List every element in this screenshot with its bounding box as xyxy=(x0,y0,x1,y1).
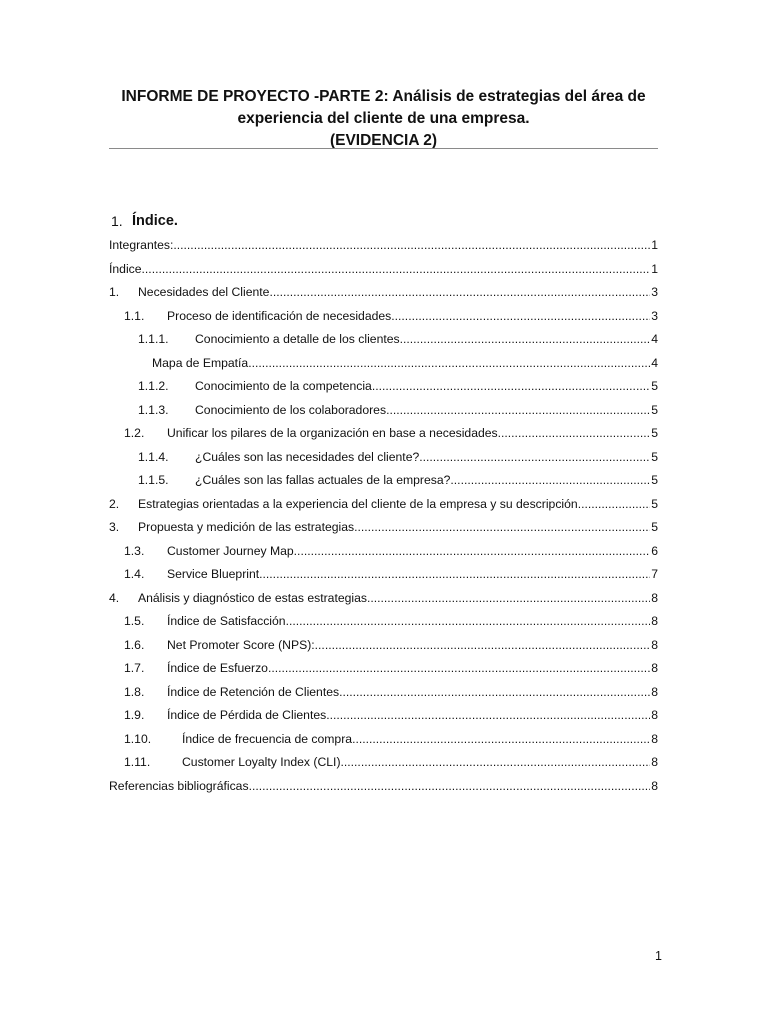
toc-entry-title: Mapa de Empatía xyxy=(152,355,249,370)
toc-dot-leader xyxy=(372,375,650,398)
toc-entry-page: 8 xyxy=(651,755,658,769)
toc-entry-title: Net Promoter Score (NPS): xyxy=(167,637,315,652)
toc-entry-title: Análisis y diagnóstico de estas estrategias xyxy=(138,590,367,605)
document-title xyxy=(109,86,658,152)
toc-dot-leader xyxy=(249,775,651,798)
toc-entry-page: 5 xyxy=(651,426,658,440)
toc-dot-leader xyxy=(269,281,650,304)
toc-dot-leader xyxy=(419,446,650,469)
toc-entry-number: 1.1.5. xyxy=(138,473,169,487)
toc-entry-title: Unificar los pilares de la organización en base a necesidades xyxy=(167,426,498,440)
toc-entry-page: 7 xyxy=(651,567,658,581)
toc-entry[interactable] xyxy=(109,234,658,257)
toc-entry-page: 5 xyxy=(651,520,658,534)
toc-entry[interactable] xyxy=(109,516,658,539)
toc-entry-page: 5 xyxy=(651,379,658,393)
toc-entry[interactable] xyxy=(109,587,658,610)
toc-entry-title: Customer Loyalty Index (CLI) xyxy=(182,755,341,769)
toc-entry-title: Customer Journey Map xyxy=(167,543,294,558)
toc-entry-page: 1 xyxy=(651,238,658,252)
toc-dot-leader xyxy=(498,422,651,445)
toc-entry-title: Necesidades del Cliente xyxy=(138,285,270,299)
toc-entry-page: 8 xyxy=(651,731,658,746)
toc-entry[interactable] xyxy=(109,281,658,304)
section-heading-text: Índice. xyxy=(132,213,178,229)
toc-entry-number: 1.3. xyxy=(124,543,145,558)
toc-entry[interactable] xyxy=(109,469,658,492)
toc-dot-leader xyxy=(173,234,650,257)
toc-entry-title: Integrantes: xyxy=(109,238,174,252)
toc-entry[interactable] xyxy=(109,657,658,680)
toc-entry-title: Estrategias orientadas a la experiencia del cliente de la empresa y su descripción xyxy=(138,496,578,511)
section-heading-number: 1. xyxy=(111,213,123,229)
toc-entry-title: Índice de frecuencia de compra xyxy=(182,731,353,746)
toc-entry-title: Índice de Satisfacción xyxy=(167,614,286,628)
toc-entry-page: 4 xyxy=(651,332,658,346)
toc-entry[interactable] xyxy=(109,258,658,281)
toc-entry-page: 3 xyxy=(651,285,658,299)
title-line-1: INFORME DE PROYECTO -PARTE 2: Análisis de estrategias del área de xyxy=(121,88,646,105)
toc-entry-number: 1.10. xyxy=(124,731,152,746)
toc-dot-leader xyxy=(450,469,650,492)
toc-dot-leader xyxy=(578,493,651,516)
toc-dot-leader xyxy=(248,352,650,375)
toc-entry-number: 1.1.1. xyxy=(138,332,169,346)
toc-entry-number: 1.1.3. xyxy=(138,402,169,417)
toc-entry-title: Referencias bibliográficas xyxy=(109,778,249,793)
toc-entry-number: 3. xyxy=(109,520,120,534)
toc-dot-leader xyxy=(315,634,651,657)
toc-entry-number: 1.8. xyxy=(124,684,145,699)
toc-entry-number: 1.1.2. xyxy=(138,379,169,393)
toc-entry-number: 1.6. xyxy=(124,637,145,652)
title-line-3: (EVIDENCIA 2) xyxy=(329,132,438,149)
toc-entry-title: Service Blueprint xyxy=(167,567,260,581)
toc-entry-number: 1.4. xyxy=(124,567,145,581)
toc-entry-title: ¿Cuáles son las fallas actuales de la empresa? xyxy=(195,473,451,487)
toc-entry-page: 8 xyxy=(651,708,658,722)
toc-entry[interactable] xyxy=(109,446,658,469)
toc-dot-leader xyxy=(400,328,651,351)
toc-entry-title: Índice xyxy=(109,261,142,276)
toc-entry[interactable] xyxy=(109,540,658,563)
toc-entry-page: 5 xyxy=(651,496,658,511)
toc-dot-leader xyxy=(352,728,650,751)
toc-entry-title: Índice de Pérdida de Clientes xyxy=(167,708,327,722)
toc-dot-leader xyxy=(341,751,651,774)
toc-dot-leader xyxy=(391,305,650,328)
toc-entry-page: 5 xyxy=(651,473,658,487)
toc-entry-number: 1. xyxy=(109,285,120,299)
toc-entry-page: 8 xyxy=(651,684,658,699)
toc-entry-title: ¿Cuáles son las necesidades del cliente? xyxy=(195,449,420,464)
toc-entry-page: 8 xyxy=(651,661,658,675)
toc-entry[interactable] xyxy=(109,399,658,422)
toc-dot-leader xyxy=(286,610,651,633)
toc-entry[interactable] xyxy=(109,305,658,328)
toc-entry[interactable] xyxy=(109,493,658,516)
toc-entry-page: 8 xyxy=(651,590,658,605)
toc-entry[interactable] xyxy=(109,728,658,751)
toc-dot-leader xyxy=(354,516,650,539)
toc-entry-number: 1.1.4. xyxy=(138,449,169,464)
toc-dot-leader xyxy=(294,540,651,563)
toc-entry-page: 8 xyxy=(651,778,658,793)
toc-entry[interactable] xyxy=(109,352,658,375)
toc-entry[interactable] xyxy=(109,563,658,586)
toc-entry-title: Propuesta y medición de las estrategias xyxy=(138,520,355,534)
toc-entry-page: 1 xyxy=(651,261,658,276)
toc-entry[interactable] xyxy=(109,375,658,398)
toc-entry-title: Conocimiento de la competencia xyxy=(195,379,372,393)
toc-entry-page: 4 xyxy=(651,355,658,370)
title-line-2: experiencia del cliente de una empresa. xyxy=(237,110,530,127)
toc-entry[interactable] xyxy=(109,634,658,657)
title-underline-rule xyxy=(109,148,658,149)
toc-entry-title: Índice de Retención de Clientes xyxy=(167,684,340,699)
toc-entry-number: 1.5. xyxy=(124,614,145,628)
toc-entry[interactable] xyxy=(109,681,658,704)
toc-entry-page: 8 xyxy=(651,614,658,628)
toc-entry-number: 1.7. xyxy=(124,661,145,675)
toc-dot-leader xyxy=(326,704,650,727)
toc-entry-number: 2. xyxy=(109,496,120,511)
toc-entry[interactable] xyxy=(109,328,658,351)
toc-entry-number: 1.1. xyxy=(124,308,145,323)
toc-entry-page: 5 xyxy=(651,449,658,464)
toc-entry-page: 3 xyxy=(651,308,658,323)
toc-entry-title: Proceso de identificación de necesidades xyxy=(167,308,392,323)
toc-dot-leader xyxy=(259,563,650,586)
toc-entry-number: 1.2. xyxy=(124,426,145,440)
toc-entry[interactable] xyxy=(109,751,658,774)
toc-entry-page: 5 xyxy=(651,402,658,417)
toc-dot-leader xyxy=(339,681,650,704)
page-number: 1 xyxy=(655,949,662,963)
toc-entry[interactable] xyxy=(109,610,658,633)
toc-entry-page: 8 xyxy=(651,637,658,652)
toc-entry-number: 4. xyxy=(109,590,120,605)
toc-entry-page: 6 xyxy=(651,543,658,558)
toc-entry[interactable] xyxy=(109,704,658,727)
toc-entry-number: 1.11. xyxy=(124,755,151,769)
toc-entry-title: Índice de Esfuerzo xyxy=(167,661,268,675)
toc-entry[interactable] xyxy=(109,775,658,798)
toc-dot-leader xyxy=(268,657,650,680)
toc-entry-title: Conocimiento de los colaboradores xyxy=(195,402,387,417)
toc-entry[interactable] xyxy=(109,422,658,445)
toc-entry-title: Conocimiento a detalle de los clientes xyxy=(195,332,400,346)
toc-dot-leader xyxy=(367,587,650,610)
toc-entry-number: 1.9. xyxy=(124,708,145,722)
toc-dot-leader xyxy=(142,258,651,281)
toc-dot-leader xyxy=(386,399,650,422)
section-heading xyxy=(111,211,178,231)
